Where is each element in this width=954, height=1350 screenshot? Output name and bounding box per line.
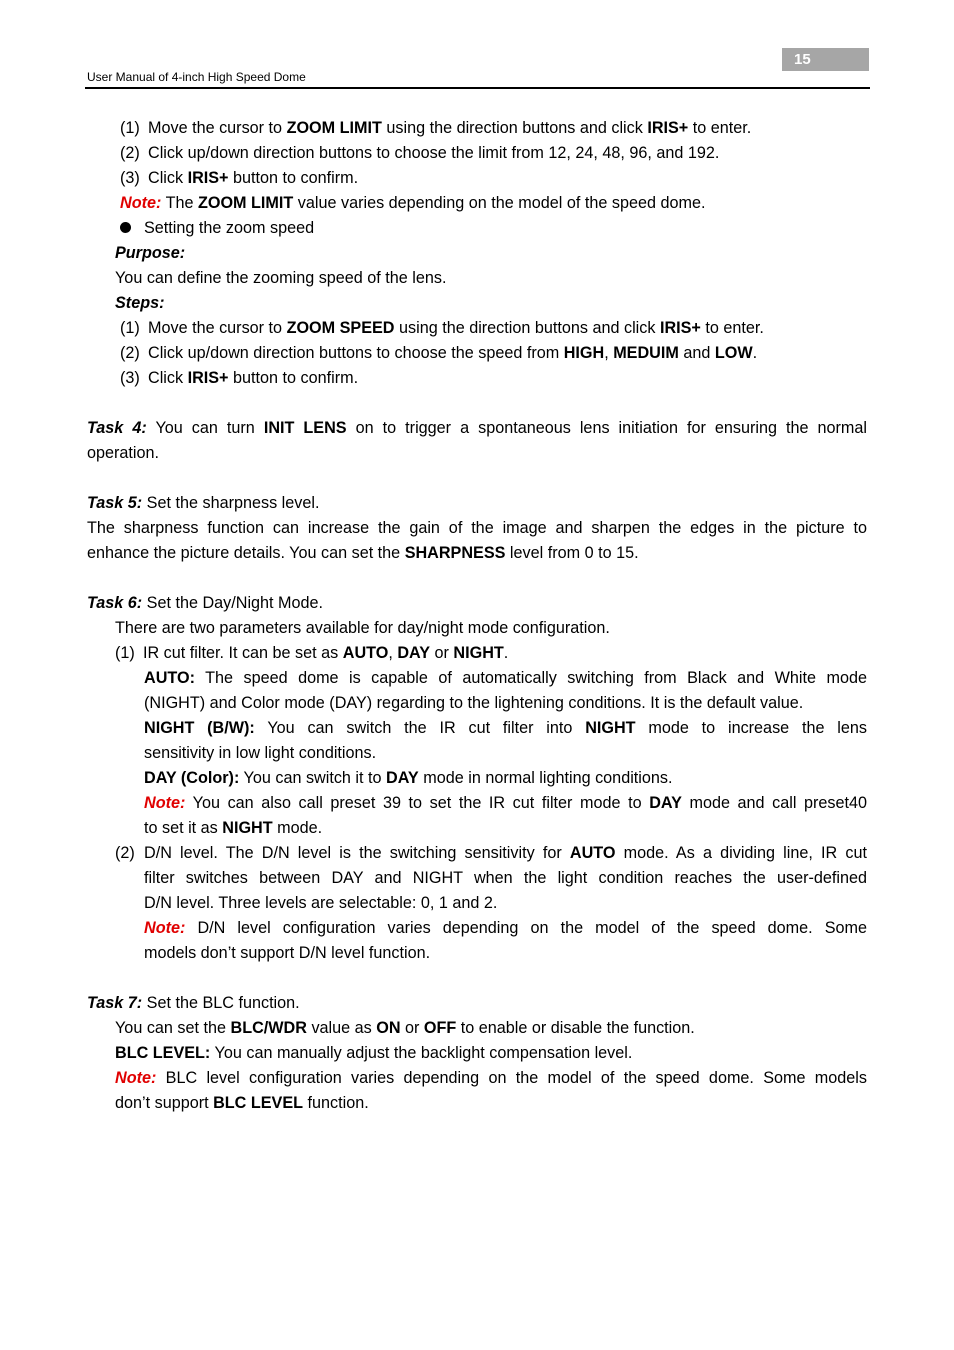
zoom-speed-step-2: (2) Click up/down direction buttons to choose the speed from HIGH, MEDUIM and LOW. — [120, 344, 758, 362]
dn-line-2: filter switches between DAY and NIGHT when the light condition reaches the user-defined — [144, 869, 867, 887]
zoom-limit-step-2: (2) Click up/down direction buttons to choose the limit from 12, 24, 48, 96, and 192. — [120, 144, 720, 162]
zoom-speed-step-1: (1) Move the cursor to ZOOM SPEED using the direction buttons and click IRIS+ to enter. — [120, 319, 764, 337]
night-line-2: sensitivity in low light conditions. — [144, 744, 377, 762]
blc-note-line-2: don’t support BLC LEVEL function. — [115, 1094, 369, 1112]
blc-level-line: BLC LEVEL: You can manually adjust the backlight compensation level. — [115, 1044, 633, 1062]
zoom-limit-step-1: (1) Move the cursor to ZOOM LIMIT using the direction buttons and click IRIS+ to enter. — [120, 119, 752, 137]
task6-item-1: (1) IR cut filter. It can be set as AUTO, DAY or NIGHT. — [115, 644, 509, 662]
ir-note-line-2: to set it as NIGHT mode. — [144, 819, 323, 837]
task6-intro: There are two parameters available for day/night mode configuration. — [115, 619, 610, 637]
task5-line-2: enhance the picture details. You can set the SHARPNESS level from 0 to 15. — [87, 544, 639, 562]
dn-note-line-1: Note: D/N level configuration varies depending on the model of the speed dome. Some — [144, 919, 867, 937]
auto-line-2: (NIGHT) and Color mode (DAY) regarding to the lightening conditions. It is the default value. — [144, 694, 804, 712]
dn-num: (2) — [115, 844, 135, 862]
purpose-text: You can define the zooming speed of the lens. — [115, 269, 447, 287]
header-rule — [85, 87, 870, 89]
task7-line-1: You can set the BLC/WDR value as ON or OFF to enable or disable the function. — [115, 1019, 695, 1037]
dn-line-3: D/N level. Three levels are selectable: 0, 1 and 2. — [144, 894, 498, 912]
dn-line-1: D/N level. The D/N level is the switching sensitivity for AUTO mode. As a dividing line, IR cut — [144, 844, 867, 862]
dn-note-line-2: models don’t support D/N level function. — [144, 944, 431, 962]
zoom-limit-note: Note: The ZOOM LIMIT value varies depending on the model of the speed dome. — [120, 194, 706, 212]
zoom-speed-bullet-text: Setting the zoom speed — [144, 219, 315, 237]
ir-note-line-1: Note: You can also call preset 39 to set the IR cut filter mode to DAY mode and call preset40 — [144, 794, 868, 812]
header-title: User Manual of 4-inch High Speed Dome — [87, 70, 306, 84]
night-line-1: NIGHT (B/W): You can switch the IR cut filter into NIGHT mode to increase the lens — [144, 719, 867, 737]
day-line: DAY (Color): You can switch it to DAY mode in normal lighting conditions. — [144, 769, 673, 787]
task5-line-1: The sharpness function can increase the gain of the image and sharpen the edges in the picture to — [87, 519, 867, 537]
auto-line-1: AUTO: The speed dome is capable of automatically switching from Black and White mode — [144, 669, 867, 687]
task6-title: Task 6: Set the Day/Night Mode. — [87, 594, 324, 612]
page-number: 15 — [782, 48, 869, 71]
task5-title: Task 5: Set the sharpness level. — [87, 494, 320, 512]
zoom-limit-step-3: (3) Click IRIS+ button to confirm. — [120, 169, 359, 187]
blc-note-line-1: Note: BLC level configuration varies depending on the model of the speed dome. Some models — [115, 1069, 867, 1087]
zoom-speed-step-3: (3) Click IRIS+ button to confirm. — [120, 369, 359, 387]
task7-title: Task 7: Set the BLC function. — [87, 994, 300, 1012]
task4-line-2: operation. — [87, 444, 159, 462]
steps-label: Steps: — [115, 294, 165, 312]
purpose-label: Purpose: — [115, 244, 186, 262]
bullet-icon — [120, 222, 131, 233]
task4-line-1: Task 4: You can turn INIT LENS on to trigger a spontaneous lens initiation for ensuring the normal — [87, 419, 868, 437]
